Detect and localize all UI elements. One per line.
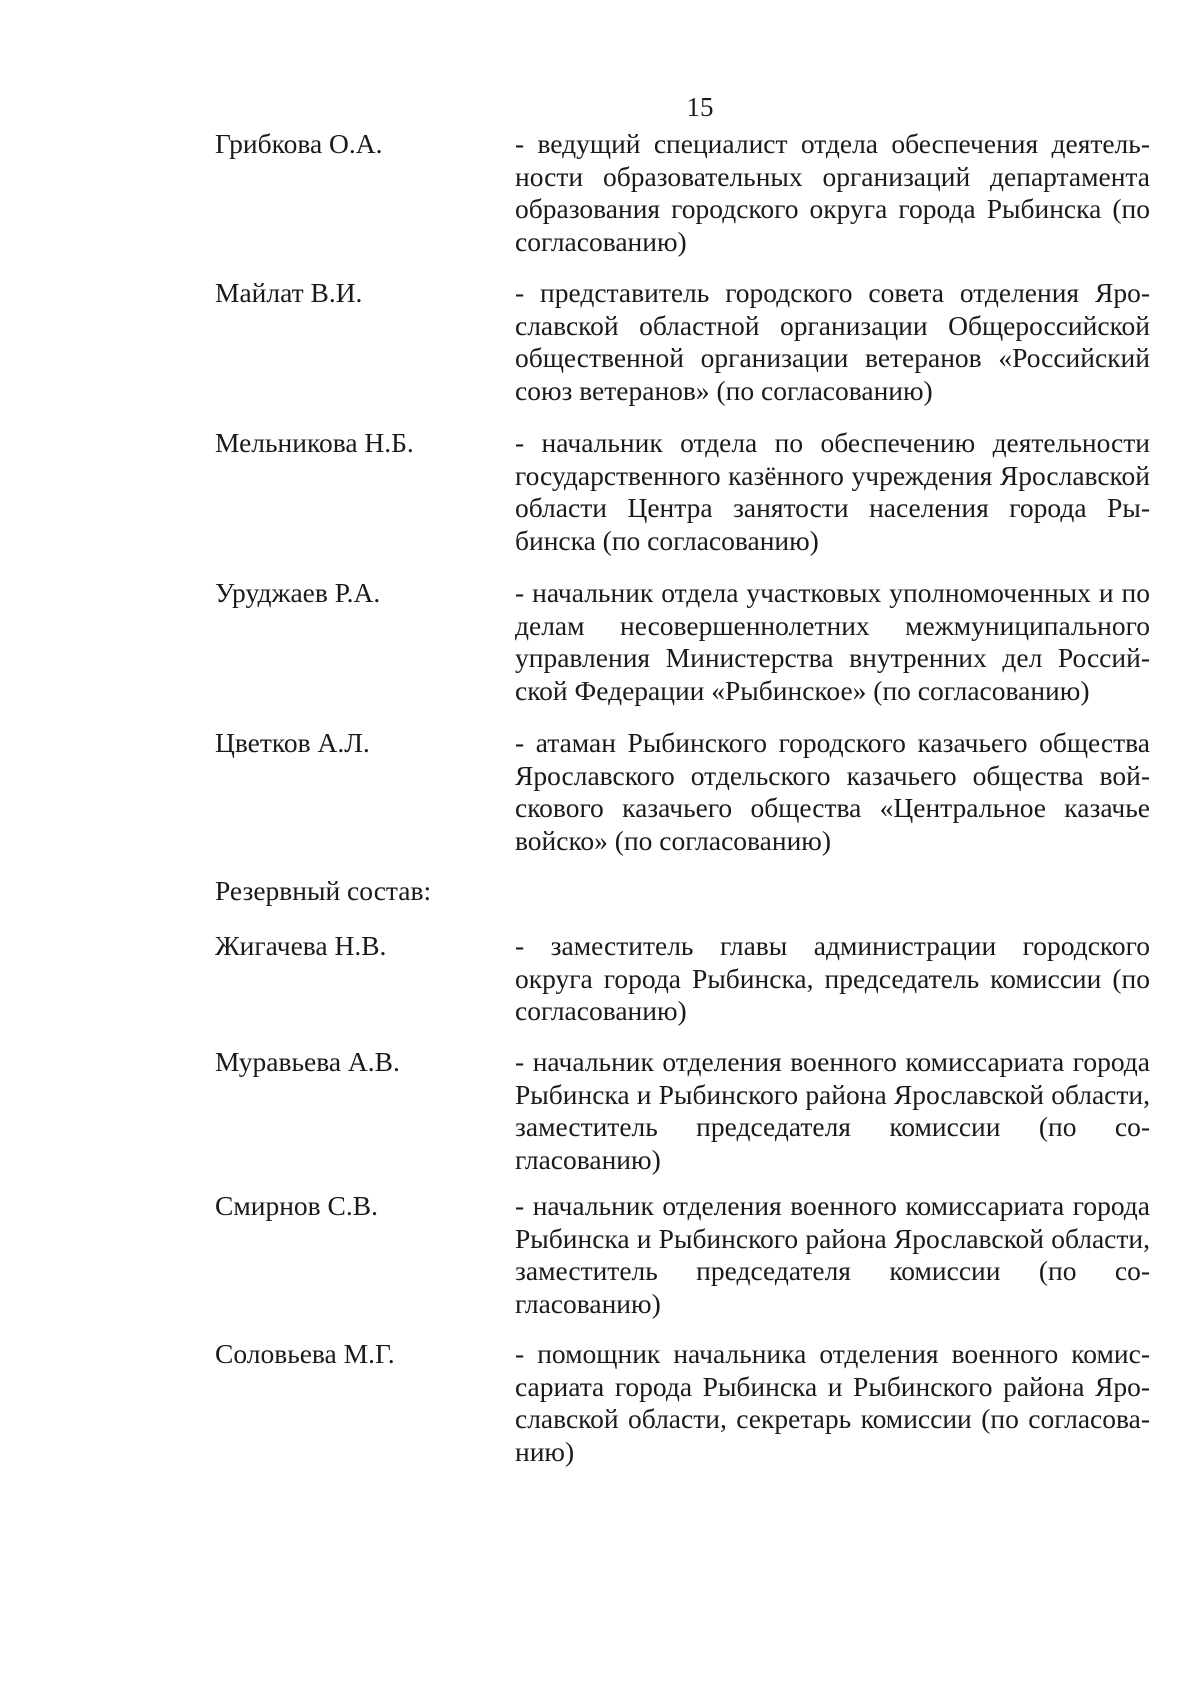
member-name: Соловьева М.Г. xyxy=(215,1338,395,1369)
member-role: - представитель городского совета отделения Ярославской областной организации Общероссийской общественной организации ветеранов «Российский союз ветеранов» (по согласованию) xyxy=(515,277,1150,406)
member-name: Смирнов С.В. xyxy=(215,1190,378,1221)
member-name: Жигачева Н.В. xyxy=(215,930,387,961)
member-name: Уруджаев Р.А. xyxy=(215,577,381,608)
member-name: Мельникова Н.Б. xyxy=(215,427,414,458)
member-role: - начальник отдела участковых уполномоченных и по делам несовершеннолетних межмуниципального управления Министерства внутренних дел Российской Федерации «Рыбинское» (по согласованию) xyxy=(515,577,1150,706)
member-name: Майлат В.И. xyxy=(215,277,363,308)
member-role: - ведущий специалист отдела обеспечения деятельности образовательных организаций департамента образования городского округа города Рыбинска (по согласованию) xyxy=(515,128,1150,257)
member-role: - начальник отделения военного комиссариата города Рыбинска и Рыбинского района Ярославской области, заместитель председателя комиссии (по согласованию) xyxy=(515,1046,1150,1175)
member-role: - помощник начальника отделения военного комиссариата города Рыбинска и Рыбинского района Ярославской области, секретарь комиссии (по согласованию) xyxy=(515,1338,1150,1467)
page-number: 15 xyxy=(686,92,714,122)
member-name: Грибкова О.А. xyxy=(215,128,383,159)
member-role: - начальник отделения военного комиссариата города Рыбинска и Рыбинского района Ярославской области, заместитель председателя комиссии (по согласованию) xyxy=(515,1190,1150,1319)
member-role: - атаман Рыбинского городского казачьего общества Ярославского отдельского казачьего общества войскового казачьего общества «Центральное казачье войско» (по согласованию) xyxy=(515,727,1150,856)
member-role: - заместитель главы администрации городского округа города Рыбинска, председатель комиссии (по согласованию) xyxy=(515,930,1150,1026)
member-name: Муравьева А.В. xyxy=(215,1046,400,1077)
reserve-section-title: Резервный состав: xyxy=(215,875,432,906)
member-name: Цветков А.Л. xyxy=(215,727,370,758)
member-role: - начальник отдела по обеспечению деятельности государственного казённого учреждения Ярославской области Центра занятости населения города Рыбинска (по согласованию) xyxy=(515,427,1150,556)
